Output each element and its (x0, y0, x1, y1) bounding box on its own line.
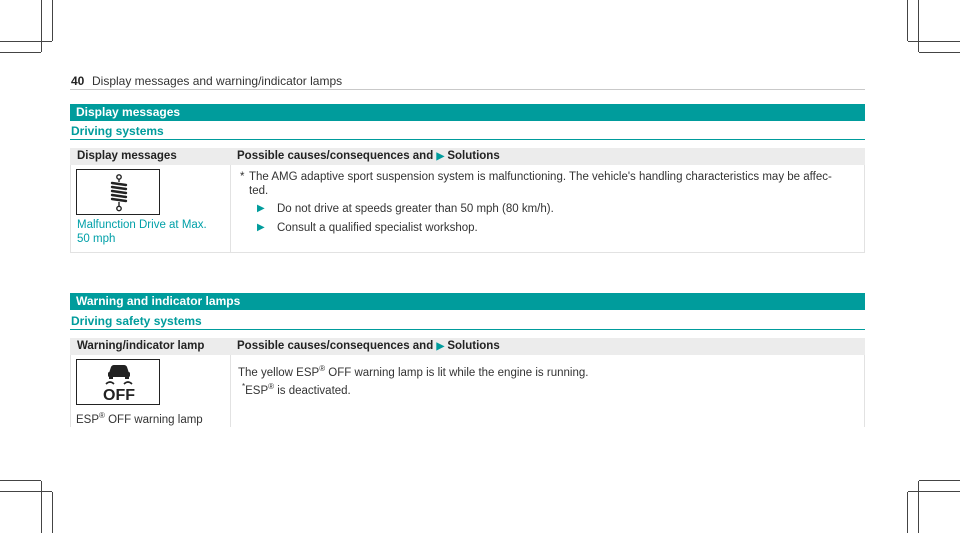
cause-part: is deactivated. (274, 384, 351, 397)
crop-mark (0, 480, 41, 481)
subtitle-rule (70, 329, 865, 330)
esp-off-icon-graphic (77, 360, 161, 406)
crop-mark (52, 492, 53, 533)
header-text: Possible causes/consequences and (237, 340, 434, 352)
header-text: Possible causes/consequences and (237, 150, 434, 162)
display-message-line: Malfunction Drive at Max. (77, 219, 207, 231)
icon-text: OFF (103, 387, 135, 404)
section-subtitle: Driving systems (71, 124, 164, 138)
page-number: 40 (71, 74, 85, 88)
cause-marker: * (240, 171, 245, 183)
solution-item: Consult a qualified specialist workshop. (277, 222, 478, 234)
crop-mark (918, 481, 919, 533)
lamp-label-part: OFF warning lamp (104, 413, 203, 426)
suspension-icon (76, 169, 160, 215)
display-message (77, 218, 207, 246)
header-solutions: Solutions (447, 150, 500, 162)
crop-mark (919, 52, 960, 53)
registered-mark: ® (268, 382, 275, 391)
crop-mark (907, 492, 908, 533)
cause-marker: * (242, 382, 246, 391)
header-solutions: Solutions (447, 340, 500, 352)
table-body (70, 355, 865, 427)
column-divider (230, 355, 231, 427)
solution-arrow-icon: ▶ (436, 151, 445, 162)
table-header (70, 148, 865, 165)
crop-mark (918, 0, 919, 52)
registered-mark: ® (319, 364, 326, 373)
column-header-messages: Display messages (77, 150, 177, 162)
cause-line: ted. (249, 185, 269, 197)
crop-mark (0, 41, 52, 42)
display-message-line: 50 mph (77, 233, 116, 245)
section-subtitle: Driving safety systems (71, 314, 202, 328)
solution-item: Do not drive at speeds greater than 50 mph (80 km/h). (277, 203, 554, 215)
bullet-arrow-icon: ▶ (257, 222, 265, 233)
cause-text (249, 170, 859, 198)
running-title: Display messages and warning/indicator lamps (92, 74, 343, 88)
table-body (70, 165, 865, 253)
desc-part: OFF warning lamp is lit while the engine is running. (325, 366, 589, 379)
esp-off-icon (76, 359, 160, 405)
crop-mark (907, 0, 908, 41)
column-header-causes (237, 338, 500, 355)
desc-part: The yellow ESP (238, 366, 320, 379)
column-header-causes (237, 148, 500, 165)
suspension-icon-graphic (77, 170, 161, 216)
header-divider (70, 89, 865, 90)
crop-mark (908, 491, 960, 492)
subtitle-rule (70, 139, 865, 140)
crop-mark (41, 0, 42, 52)
crop-mark (919, 480, 960, 481)
crop-mark (41, 481, 42, 533)
bullet-arrow-icon: ▶ (257, 203, 265, 214)
cause-line: The AMG adaptive sport suspension system is malfunctioning. The vehicle's handling characteristics may be affec- (249, 171, 832, 183)
column-divider (230, 165, 231, 252)
crop-mark (0, 52, 41, 53)
section-bar: Warning and indicator lamps (70, 293, 865, 310)
lamp-label-part: ESP (76, 413, 100, 426)
table-header (70, 338, 865, 355)
cause-part: ESP (245, 384, 269, 397)
crop-mark (52, 0, 53, 41)
column-header-lamp: Warning/indicator lamp (77, 340, 205, 352)
section-bar: Display messages (70, 104, 865, 121)
crop-mark (908, 41, 960, 42)
lamp-cause (242, 380, 351, 398)
lamp-label (76, 409, 203, 427)
lamp-description (238, 362, 588, 380)
registered-mark: ® (99, 411, 105, 420)
crop-mark (0, 491, 52, 492)
solution-arrow-icon: ▶ (436, 341, 445, 352)
